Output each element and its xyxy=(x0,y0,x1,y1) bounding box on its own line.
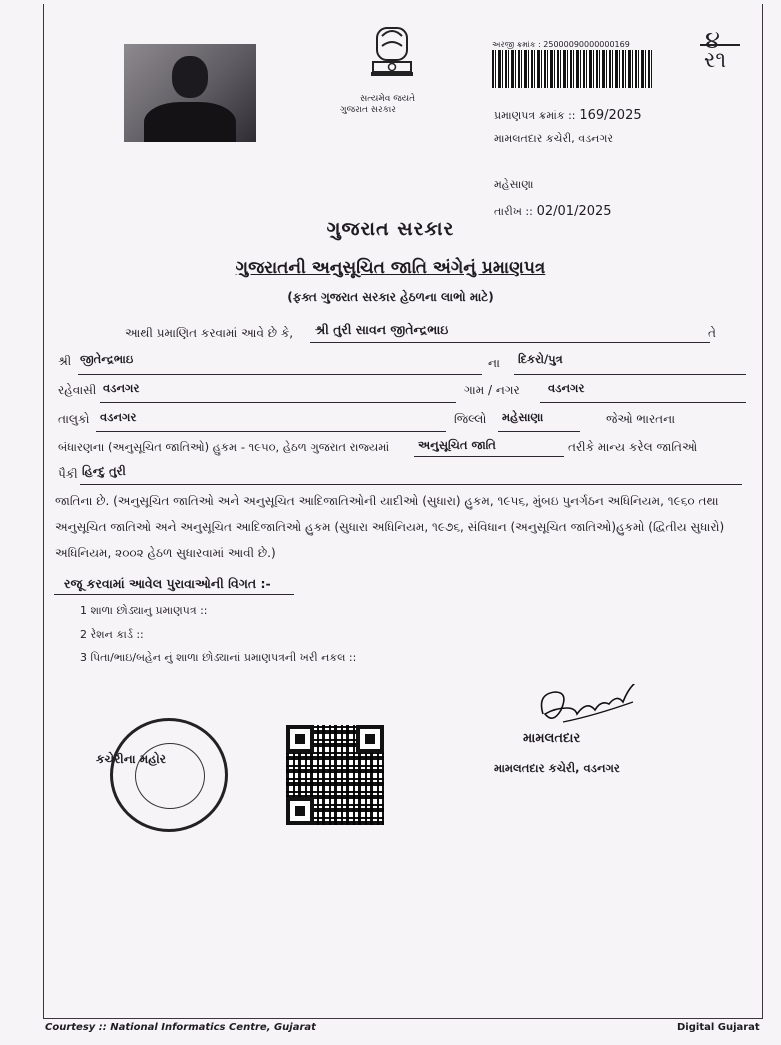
courtesy-text: Courtesy :: National Informatics Centre, Gujarat xyxy=(45,1022,316,1033)
constitution-text: બંધારણના (અનુસૂચિત જાતિઓ) હુકમ - ૧૯૫૦, હેઠળ ગુજરાત રાજ્યમાં xyxy=(58,440,390,454)
signatory-title: મામલતદાર xyxy=(523,731,581,746)
district-value: મહેસાણા xyxy=(502,410,544,424)
village-label: ગામ / નગર xyxy=(464,383,520,397)
tail-text-2: તરીકે માન્ય કરેલ જાતિઓ xyxy=(568,440,698,454)
taluka-label: તાલુકો xyxy=(58,412,90,426)
office-seal xyxy=(110,718,228,832)
taluka-value: વડનગર xyxy=(100,410,137,424)
qr-code xyxy=(286,725,384,825)
corner-mark-top: ૪ xyxy=(705,26,720,54)
holder-name: શ્રી તુરી સાવન જીતેન્દ્રભાઇ xyxy=(315,322,449,337)
shri-label: શ્રી xyxy=(58,354,72,368)
holder-photo xyxy=(124,44,256,142)
na-label: ના xyxy=(488,356,500,370)
application-number: અરજી ક્રમાંક : 25000090000000169 xyxy=(492,40,630,49)
emblem-motto: સત્યમેવ જયતે xyxy=(360,94,416,104)
signature-icon xyxy=(533,684,643,730)
certificate-number-row: પ્રમાણપત્ર ક્રમાંક :: 169/2025 xyxy=(494,108,642,123)
resident-value: વડનગર xyxy=(103,381,140,395)
evidence-item: 1 શાળા છોડ્યાનુ પ્રમાણપત્ર :: xyxy=(80,604,208,617)
evidence-item: 3 પિતા/ભાઇ/બહેન નું શાળા છોડ્યાનાં પ્રમાણપત્રની ખરી નકલ :: xyxy=(80,651,357,664)
tail-text-1: જેઓ ભારતના xyxy=(606,412,676,426)
resident-label: રહેવાસી xyxy=(58,383,97,397)
signatory-office: મામલતદાર કચેરી, વડનગર xyxy=(494,761,620,775)
intro-text: આથી પ્રમાણિત કરવામાં આવે છે કે, xyxy=(125,326,294,340)
corner-mark-bottom: ર૧ xyxy=(704,48,727,73)
government-title: ગુજરાત સરકાર xyxy=(326,218,455,240)
evidence-item: 2 રેશન કાર્ડ :: xyxy=(80,628,144,641)
relation: દિકરો/પુત્ર xyxy=(518,352,563,366)
category-value: અનુસૂચિત જાતિ xyxy=(418,438,496,452)
paiki-label: પૈકી xyxy=(58,467,78,481)
evidence-heading: રજૂ કરવામાં આવેલ પુરાવાઓની વિગત :- xyxy=(64,576,271,591)
caste-value: હિન્દુ તુરી xyxy=(82,464,126,478)
certificate-subtitle: (ફક્ત ગુજરાત સરકાર હેઠળના લાભો માટે) xyxy=(287,290,494,304)
district-label: જિલ્લો xyxy=(454,412,487,426)
legal-paragraph: જાતિના છે. (અનુસૂચિત જાતિઓ અને અનુસૂચિત આદિજાતિઓની યાદીઓ (સુધારા) હુકમ, ૧૯૫૬, મુંબઇ પુનર્ગઠન અધિનિયમ, ૧૯૬૦ તથા અનુસૂચિત જાતિઓ અને અનુસૂચિત આદિજાતિઓ હુકમ (સુધારા અધિનિયમ, ૧૯૭૬, સંવિધાન (અનુસૂચિત જાતિઓ)હુકમો (દ્વિતીય સુધારો) અધિનિયમ, ૨૦૦૨ હેઠળ સુધારવામાં આવી છે.) xyxy=(55,494,725,560)
barcode xyxy=(492,50,652,88)
district-header: મહેસાણા xyxy=(494,178,534,191)
te-text: તે xyxy=(708,326,716,340)
certificate-title: ગુજરાતની અનુસૂચિત જાતિ અંગેનું પ્રમાણપત્ર xyxy=(235,258,546,278)
date-row: તારીખ :: 02/01/2025 xyxy=(494,204,612,219)
village-value: વડનગર xyxy=(548,381,585,395)
office-name: મામલતદાર કચેરી, વડનગર xyxy=(494,132,614,145)
seal-text: કચેરીના મહોર xyxy=(96,752,166,766)
emblem-label: ગુજરાત સરકાર xyxy=(340,105,396,115)
father-name: જીતેન્દ્રભાઇ xyxy=(80,352,134,366)
ashoka-emblem-icon xyxy=(355,22,429,92)
brand-text: Digital Gujarat xyxy=(677,1022,760,1033)
